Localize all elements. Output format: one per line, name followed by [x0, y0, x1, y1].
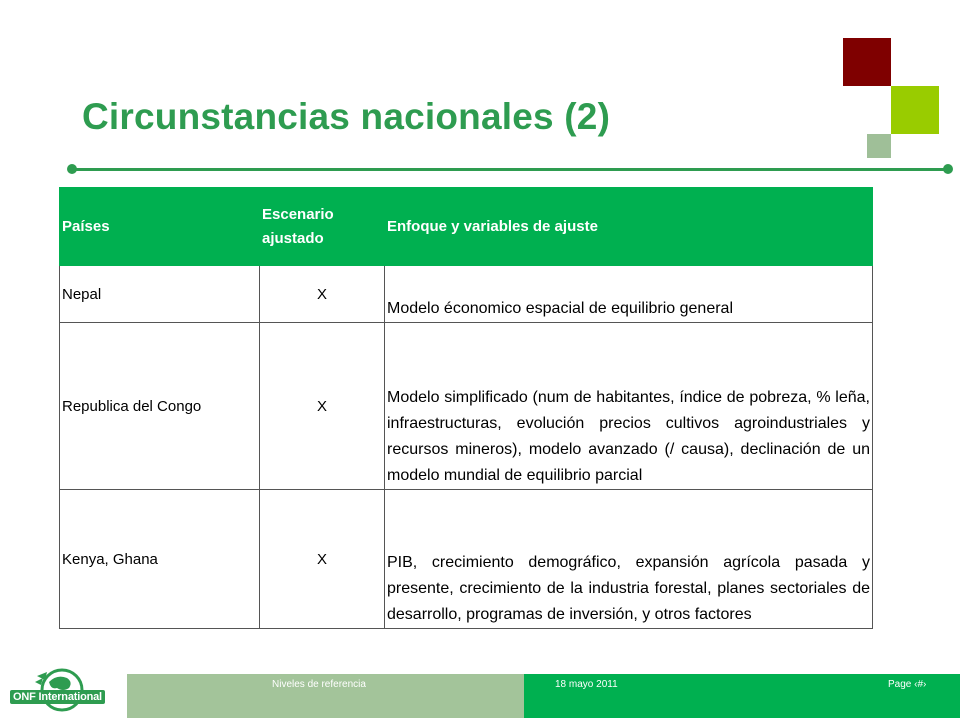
table-header-row [60, 188, 873, 266]
cell-country: Kenya, Ghana [60, 490, 260, 629]
header-approach: Enfoque y variables de ajuste [385, 188, 873, 266]
cell-approach: Modelo économico espacial de equilibrio general [385, 266, 873, 323]
rule-dot-right [943, 164, 953, 174]
title-divider [72, 168, 948, 171]
footer-label: Niveles de referencia [272, 679, 366, 690]
decorative-square-lime [891, 86, 939, 134]
onf-logo-text: ONF International [10, 690, 105, 704]
footer-date: 18 mayo 2011 [555, 679, 618, 690]
cell-country: Nepal [60, 266, 260, 323]
cell-scenario: X [260, 323, 385, 490]
header-scenario: Escenario ajustado [260, 188, 385, 266]
cell-country: Republica del Congo [60, 323, 260, 490]
decorative-square-red [843, 38, 891, 86]
cell-scenario: X [260, 266, 385, 323]
table-row [60, 266, 873, 323]
table-row [60, 323, 873, 490]
cell-approach: PIB, crecimiento demográfico, expansión agrícola pasada y presente, crecimiento de la industria forestal, planes sectoriales de desarrollo, programas de inversión, y otros factores [385, 490, 873, 629]
footer-band [127, 674, 960, 718]
decorative-square-sage [867, 134, 891, 158]
cell-scenario: X [260, 490, 385, 629]
countries-table [59, 187, 873, 629]
header-countries: Países [60, 188, 260, 266]
table-row [60, 490, 873, 629]
footer-page-number: Page ‹#› [888, 679, 927, 690]
slide-title: Circunstancias nacionales (2) [82, 96, 611, 137]
cell-approach: Modelo simplificado (num de habitantes, índice de pobreza, % leña, infraestructuras, evolución precios cultivos agroindustriales y recursos mineros), modelo avanzado (/ causa), declinación de un modelo mundial de equilibrio parcial [385, 323, 873, 490]
